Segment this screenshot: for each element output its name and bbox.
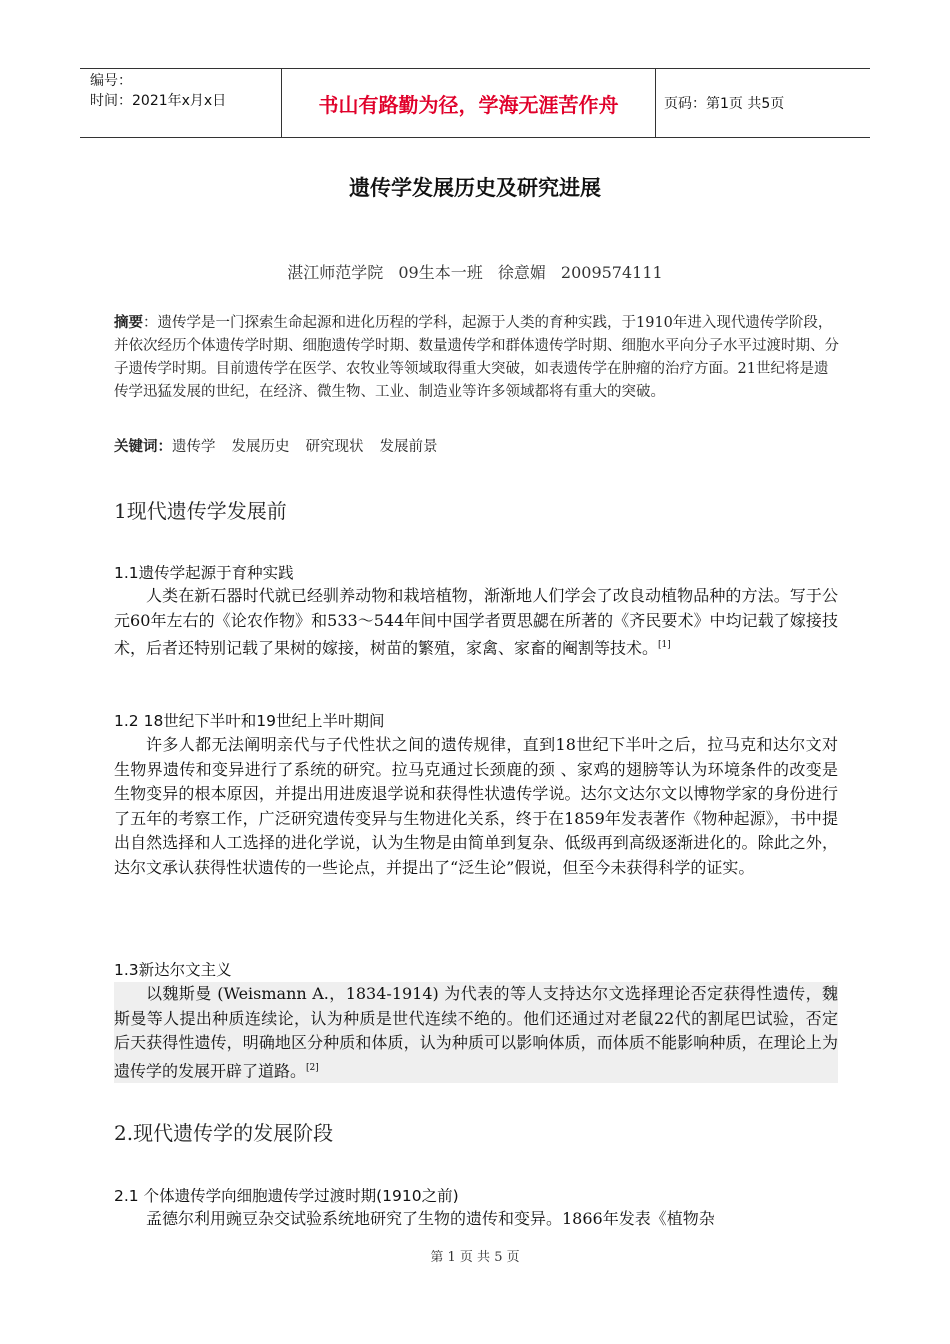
paragraph-text: 以魏斯曼 (Weismann A.，1834-1914) 为代表的等人支持达尔文选择理论否定获得性遗传，魏斯曼等人提出种质连续论，认为种质是世代连续不绝的。他们还通过对老鼠22代的割尾巴试验，否定后天获得性遗传，明确地区分种质和体质，认为种质可以影响体质，而体质不能影响种质，在理论上为遗传学的发展开辟了道路。 [114,984,838,1080]
paragraph-1-1 [114,584,838,661]
paragraph-1-2: 许多人都无法阐明亲代与子代性状之间的遗传规律，直到18世纪下半叶之后，拉马克和达尔文对生物界遗传和变异进行了系统的研究。拉马克通过长颈鹿的颈 、家鸡的翅膀等认为环境条件的改变是生物变异的根本原因，并提出用进废退学说和获得性状遗传学说。达尔文达尔文以博物学家的身份进行了五年的考察工作，广泛研究遗传变异与生物进化关系，终于在1859年发表著作《物种起源》，书中提出自然选择和人工选择的进化学说，认为生物是由简单到复杂、低级再到高级逐渐进化的。除此之外，达尔文承认获得性状遗传的一些论点，并提出了“泛生论”假说，但至今未获得科学的证实。 [114,735,838,877]
keyword: 发展前景 [379,439,438,455]
section-heading-1: 1现代遗传学发展前 [114,499,287,523]
abstract [114,312,840,404]
subsection-heading-1-1: 1.1遗传学起源于育种实践 [114,564,294,582]
document-title: 遗传学发展历史及研究进展 [349,176,601,200]
subsection-heading-2-1: 2.1 个体遗传学向细胞遗传学过渡时期(1910之前) [114,1187,459,1205]
citation: [1] [658,640,671,650]
keywords-label: 关键词 [114,439,158,455]
citation: [2] [306,1062,319,1073]
document-time: 时间：2021年x月x日 [90,93,227,109]
keywords-colon: ： [157,439,172,455]
keyword: 发展历史 [231,439,290,455]
header-motto: 书山有路勤为径，学海无涯苦作舟 [282,69,656,137]
subsection-heading-1-2: 1.2 18世纪下半叶和19世纪上半叶期间 [114,712,385,730]
keyword: 遗传学 [172,439,216,455]
paragraph-text: 人类在新石器时代就已经驯养动物和栽培植物，渐渐地人们学会了改良动植物品种的方法。写于公元60年左右的《论农作物》和533～544年间中国学者贾思勰在所著的《齐民要术》中均记载了嫁接技术，后者还特别记载了果树的嫁接，树苗的繁殖，家禽、家畜的阉割等技术。 [114,586,838,658]
author-line: 湛江师范学院 09生本一班 徐意媚 2009574111 [287,263,663,282]
keyword: 研究现状 [305,439,364,455]
page-footer: 第 1 页 共 5 页 [430,1250,520,1265]
header-meta [80,69,282,137]
abstract-label: 摘要 [114,315,143,331]
page-header [80,68,870,138]
header-page-info: 页码：第1页 共5页 [664,96,785,112]
document-number-label: 编号： [90,73,132,89]
section-heading-2: 2.现代遗传学的发展阶段 [114,1121,334,1145]
paragraph-1-3 [114,982,838,1083]
paragraph-2-1: 孟德尔利用豌豆杂交试验系统地研究了生物的遗传和变异。1866年发表《植物杂 [146,1209,715,1228]
keywords [114,436,840,458]
subsection-heading-1-3: 1.3新达尔文主义 [114,961,232,979]
abstract-text: ：遗传学是一门探索生命起源和进化历程的学科，起源于人类的育种实践，于1910年进入现代遗传学阶段，并依次经历个体遗传学时期、细胞遗传学时期、数量遗传学和群体遗传学时期、细胞水平向分子水平过渡时期、分子遗传学时期。目前遗传学在医学、农牧业等领域取得重大突破，如表遗传学在肿瘤的治疗方面。21世纪将是遗传学迅猛发展的世纪，在经济、微生物、工业、制造业等许多领域都将有重大的突破。 [114,315,839,400]
